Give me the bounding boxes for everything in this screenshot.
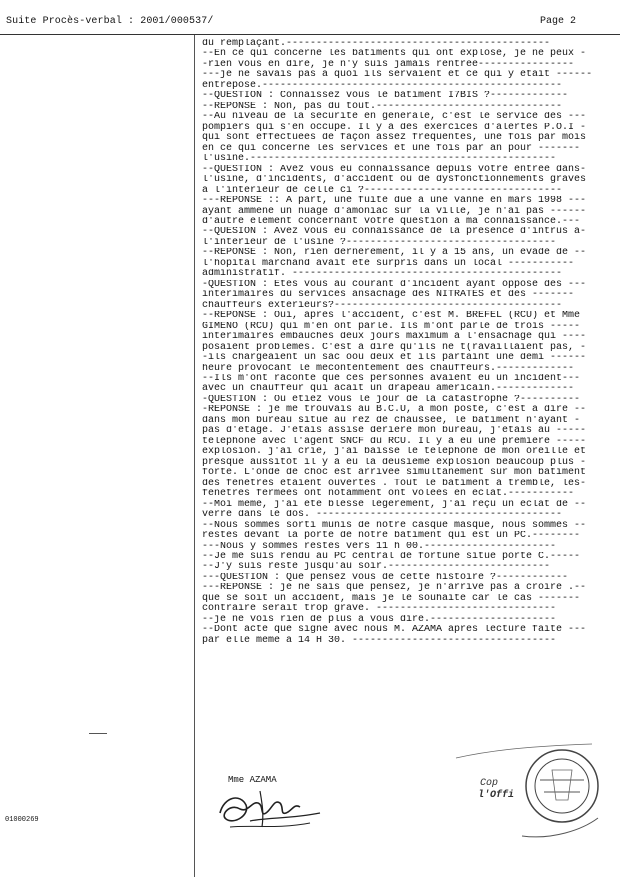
- text-line: forte. L'onde de choc est arrivée simultanément sur mon batiment: [202, 468, 587, 479]
- text-line: ---REPONSE :: A part, une fuite dûe à une vanne en mars 1998 ---: [202, 196, 587, 207]
- text-line: fenêtres fermées ont notamment ont volées en éclat.-----------: [202, 489, 575, 500]
- text-line: téléphone avec l'agent SNCF du RCU. Il y a eu une première -----: [202, 436, 587, 447]
- text-line: -REPONSE : je me trouvais au B.C.U, à mon poste, c'est à dire --: [202, 405, 587, 416]
- text-line: GIMENO (RCU) qui m'en ont parlé. Ils m'ont parlé de trois -----: [202, 321, 581, 332]
- text-line: ---Nous y sommes restés vers 11 h 00.----------------------: [202, 541, 557, 552]
- text-line: --Dont acte que signe avec nous M. AZAMA après lecture faite ---: [202, 625, 587, 636]
- text-line: l'usine, d'incidents, d'accident ou de dysfonctionnements graves: [202, 175, 587, 186]
- text-line: --REPONSE : Non, pas du tout.-------------------------------: [202, 101, 563, 112]
- text-line: --J'y suis resté jusqu'au soir.---------------------------: [202, 562, 551, 573]
- text-line: -QUESTION : Ou étiez vous le jour de la catastrophe ?----------: [202, 394, 581, 405]
- text-line: --En ce qui concerne les batiments qui ont explosé, je ne peux -: [202, 49, 587, 60]
- text-line: --Moi même, j'ai été blessé légerement, j'ai reçu un éclat de --: [202, 499, 587, 510]
- text-line: présque aussitot il y a eu la deusième explosion beaucoup plus -: [202, 457, 587, 468]
- text-line: ---REPONSE : je ne sais que pensez, je n'arrive pas à croire .--: [202, 583, 587, 594]
- text-line: verre dans le dos. -----------------------------------------: [202, 510, 563, 521]
- margin-mark: [89, 733, 107, 734]
- text-line: restés devant la porte de notre batiment qui est un PC.--------: [202, 531, 581, 542]
- side-document-number: 01000269: [5, 816, 39, 824]
- text-line: --QUESTION : Connaissez vous le batiment I7BIS ?-------------: [202, 91, 569, 102]
- official-stamp: [452, 740, 602, 848]
- text-line: avec un chauffeur qui acait un drapeau américain.-------------: [202, 384, 575, 395]
- text-line: pompiers qui s'en occupe. Il y a des exercices d'alertes P.O.I -: [202, 122, 587, 133]
- text-line: administratif. ---------------------------------------------: [202, 269, 563, 280]
- text-line: du remplaçant.--------------------------------------------: [202, 39, 551, 49]
- document-body: [202, 39, 614, 646]
- text-line: chauffeurs exterieurs?--------------------------------------: [202, 300, 563, 311]
- text-line: explosion. j'ai crié, j'ai baissé le téléphone de mon oreille et: [202, 447, 587, 458]
- text-line: que se soit un accident, mais je le souhaite car le cas -------: [202, 593, 581, 604]
- handwritten-signature: [210, 783, 330, 833]
- stamp-text-line-1: Cop: [480, 778, 499, 789]
- text-line: -ils chargeaient un sac oou deux et ils partaint une demi ------: [202, 353, 587, 364]
- text-line: d'autre élément concernant votre question à ma connaissance.---: [202, 216, 581, 227]
- text-line: ---je ne savais pas à quoi ils servaient et ce qui y était ------: [202, 70, 593, 81]
- text-line: l'hopital marchand avait été surpris dans un local -----------: [202, 258, 575, 269]
- text-line: en ce qui concerne les services et une fois par an pour -------: [202, 143, 581, 154]
- text-line: --QUESTION : Avez vous eu connaissance depuis votre entrée dans-: [202, 164, 587, 175]
- text-line: --Nous sommes sorti munis de notre casque masque, nous sommes --: [202, 520, 587, 531]
- text-line: --REPONSE : Oui, après l'accident, c'est M. BREFEL (RCU) et Mme: [202, 311, 581, 322]
- text-line: --QUESION : Avez vous eu connaissance de la présence d'intrus à-: [202, 227, 587, 238]
- text-line: contraire serait trop grave. ------------------------------: [202, 604, 557, 615]
- signatory-name: Mme AZAMA: [228, 775, 277, 785]
- text-line: à l'intérieur de celle ci ?---------------------------------: [202, 185, 563, 196]
- text-line: l'intérieur de l'usine ?-----------------------------------: [202, 237, 557, 248]
- text-line: --REPONSE : Non, rien dernérement, il y a 15 ans, un évadé de --: [202, 248, 587, 259]
- text-line: --Au niveau de la sécurité en générale, c'est le service des ---: [202, 112, 587, 123]
- text-line: --Ils m'ont raconté que ces personnes avaient eu un incident---: [202, 374, 581, 384]
- text-line: pas d'étage. J'étais assise dériére mon bureau, j'étais au -----: [202, 426, 587, 437]
- text-line: intérimaires embauchés deux jours maximum à l'ensachage qui ----: [202, 332, 587, 343]
- text-line: ayant ammené un nuage d'amoniac sur la ville, je n'ai pas ------: [202, 206, 587, 217]
- text-line: l'usine.---------------------------------------------------: [202, 154, 557, 165]
- text-line: -rien vous en dire, je n'y suis jamais rentrée----------------: [202, 59, 575, 70]
- text-line: --Je me suis rendu au PC central de fortune situé porte C.-----: [202, 551, 581, 562]
- text-line: des fenêtres étaient ouvertes . Tout le batiment a tremblé, les-: [202, 478, 587, 489]
- text-line: heure provocant le mécontentement des chauffeurs.-------------: [202, 363, 575, 374]
- text-line: par elle même à 14 H 30. ----------------------------------: [202, 635, 557, 646]
- header-page-number: Page 2: [540, 16, 577, 27]
- text-line: -QUESTION : Etes vous au courant d'incident ayant opposé des ---: [202, 279, 587, 290]
- text-line: --je ne vois rien de plus à vous dire.---------------------: [202, 614, 557, 625]
- text-line: posaient problèmes. C'est à dire qu'ils ne t(ravaillaient pas, -: [202, 342, 587, 353]
- text-line: dans mon bureau situé au rez de chaussée, le batiment n'ayant -: [202, 415, 581, 426]
- text-line: intérimaires du services ansachage des NITRATES et des -------: [202, 290, 575, 301]
- header-left: Suite Procès-verbal : 2001/000537/: [6, 16, 214, 27]
- text-line: entreposé.--------------------------------------------------: [202, 80, 563, 91]
- stamp-text-line-2: l'Offi: [478, 790, 515, 801]
- text-line: qui sont effectuées de façon assez fréquentes, une fois par mois: [202, 133, 587, 144]
- text-line: ---QUESTION : Que pensez vous de cette histoire ?------------: [202, 572, 569, 583]
- margin-line: [194, 35, 195, 877]
- header-rule: [0, 34, 620, 35]
